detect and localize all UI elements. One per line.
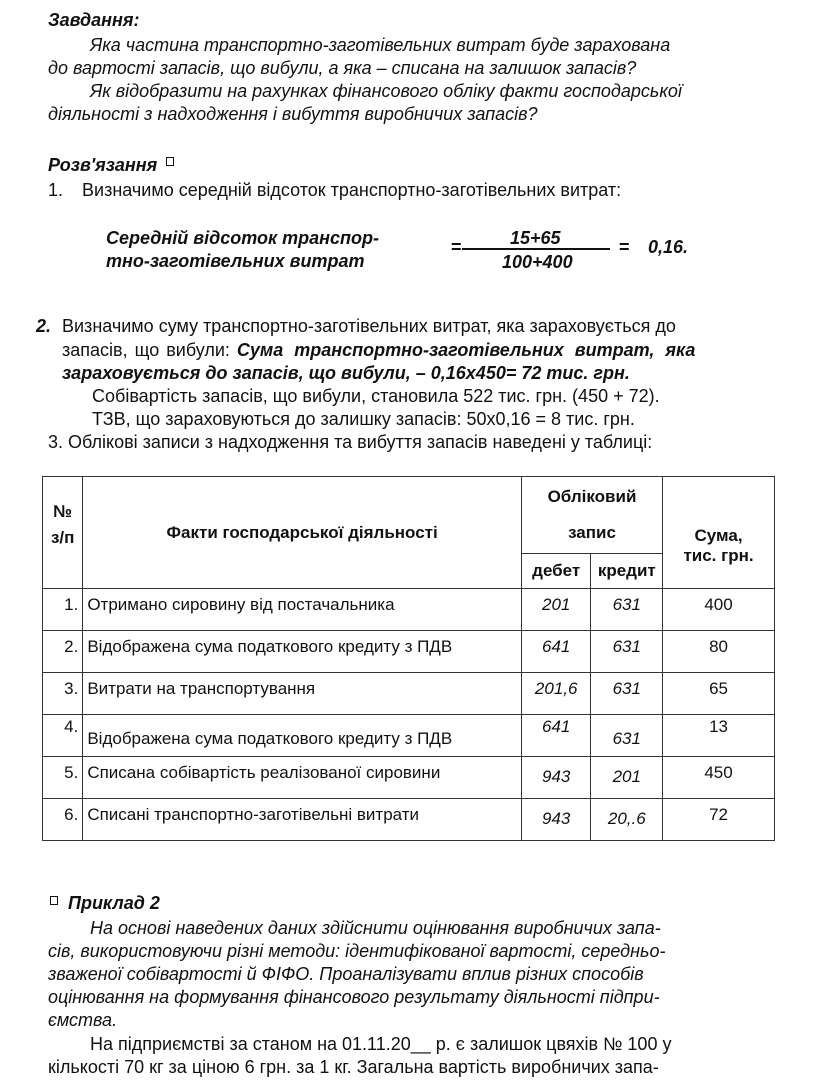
row-debit: 641 <box>542 637 571 656</box>
step-2-number: 2. <box>36 316 52 336</box>
row-number: 6. <box>64 805 79 824</box>
header-number <box>43 477 83 589</box>
row-sum: 80 <box>709 637 728 656</box>
fraction-line <box>462 248 610 250</box>
table-header-row-1 <box>43 477 775 554</box>
example-2-task-line-3: зваженої собівартості й ФІФО. Проаналізувати вплив різних способів <box>48 964 644 984</box>
table-row <box>43 715 775 757</box>
row-fact: Списана собівартість реалізованої сировини <box>87 763 441 782</box>
table-row <box>43 757 775 799</box>
square-bullet-icon <box>166 157 174 166</box>
row-credit: 631 <box>612 729 641 748</box>
formula-label-line-2: тно-заготівельних витрат <box>106 251 365 271</box>
example-2-heading-text: Приклад 2 <box>68 893 160 913</box>
row-sum: 65 <box>709 679 728 698</box>
row-debit: 943 <box>542 809 571 828</box>
formula-equals-1: = <box>451 237 462 257</box>
example-2-task-line-4: оцінювання на формування фінансового результату діяльності підпри- <box>48 987 660 1007</box>
header-number-line-2: з/п <box>50 527 75 547</box>
row-credit: 201 <box>612 767 641 786</box>
row-credit: 20,.6 <box>607 809 646 828</box>
example-2-task-line-2: сів, використовуючи різні методи: ідентифікованої вартості, середньо- <box>48 941 666 961</box>
example-2-data-line-1: На підприємстві за станом на 01.11.20__ р. є залишок цвяхів № 100 у <box>90 1034 672 1054</box>
header-debit: дебет <box>521 554 591 589</box>
row-debit: 943 <box>542 767 571 786</box>
formula-result: 0,16. <box>648 237 689 257</box>
table-row <box>43 631 775 673</box>
row-fact: Списані транспортно-заготівельні витрати <box>87 805 420 824</box>
header-sum <box>663 477 775 589</box>
table-row <box>43 799 775 841</box>
header-sum-line-2: тис. грн. <box>683 545 754 565</box>
header-entry-line-1: Обліковий <box>547 487 637 506</box>
step-2-line-3: зараховується до запасів, що вибули, – 0,16х450= 72 тис. грн. <box>62 363 630 383</box>
step-2-line-2-plain: запасів, що вибули: <box>62 340 237 360</box>
solution-heading-text: Розв'язання <box>48 155 158 175</box>
example-2-data-line-2: кількості 70 кг за ціною 6 грн. за 1 кг. Загальна вартість виробничих запа- <box>48 1057 659 1077</box>
row-number: 1. <box>64 595 79 614</box>
row-sum: 450 <box>704 763 733 782</box>
header-credit: кредит <box>591 554 663 589</box>
header-fact: Факти господарської діяльності <box>83 477 522 589</box>
row-fact: Відображена сума податкового кредиту з ПДВ <box>87 637 453 656</box>
step-3: 3. Облікові записи з надходження та вибуття запасів наведені у таблиці: <box>48 432 653 452</box>
square-bullet-icon <box>50 896 58 905</box>
row-debit: 201 <box>542 595 571 614</box>
table-row <box>43 673 775 715</box>
row-number: 5. <box>64 763 79 782</box>
row-sum: 72 <box>709 805 728 824</box>
row-credit: 631 <box>612 679 641 698</box>
row-sum: 13 <box>709 717 728 736</box>
header-sum-line-1: Сума, <box>694 525 743 545</box>
accounting-entries-table <box>42 476 775 841</box>
step-1-number: 1. <box>48 180 64 200</box>
step-1 <box>48 180 621 201</box>
header-entry <box>521 477 662 554</box>
step-2-line-1: Визначимо суму транспортно-заготівельних витрат, яка зараховується до <box>62 316 676 336</box>
row-debit: 641 <box>542 717 571 736</box>
step-2-line-2 <box>62 340 695 361</box>
task-paragraph-1-line-2: до вартості запасів, що вибули, а яка – списана на залишок запасів? <box>48 58 637 78</box>
row-number: 2. <box>64 637 79 656</box>
example-2-heading <box>50 893 160 914</box>
example-2-task-line-5: ємства. <box>48 1010 118 1030</box>
table-row <box>43 589 775 631</box>
row-credit: 631 <box>612 595 641 614</box>
formula-denominator: 100+400 <box>502 252 573 272</box>
formula-numerator: 15+65 <box>510 228 561 248</box>
header-entry-line-2: запис <box>568 523 616 542</box>
row-fact: Отримано сировину від постачальника <box>87 595 395 614</box>
step-1-text: Визначимо середній відсоток транспортно-заготівельних витрат: <box>82 180 622 200</box>
header-number-line-1: № <box>53 501 73 521</box>
row-sum: 400 <box>704 595 733 614</box>
solution-heading <box>48 155 174 176</box>
row-number: 4. <box>64 717 79 736</box>
formula-label-line-1: Середній відсоток транспор- <box>106 228 379 248</box>
row-debit: 201,6 <box>534 679 578 698</box>
task-paragraph-1-line-1: Яка частина транспортно-заготівельних витрат буде зарахована <box>90 35 671 55</box>
row-fact: Витрати на транспортування <box>87 679 316 698</box>
row-number: 3. <box>64 679 79 698</box>
task-paragraph-2-line-1: Як відобразити на рахунках фінансового обліку факти господарської <box>90 81 682 101</box>
cost-line: Собівартість запасів, що вибули, становила 522 тис. грн. (450 + 72). <box>92 386 660 406</box>
example-2-task-line-1: На основі наведених даних здійснити оцінювання виробничих запа- <box>90 918 661 938</box>
step-2-line-2-bold: Сума транспортно-заготівельних витрат, яка <box>236 340 696 360</box>
task-heading: Завдання: <box>48 10 140 30</box>
task-paragraph-2-line-2: діяльності з надходження і вибуття виробничих запасів? <box>48 104 538 124</box>
row-credit: 631 <box>612 637 641 656</box>
row-fact: Відображена сума податкового кредиту з ПДВ <box>87 729 453 748</box>
tzv-line: ТЗВ, що зараховуються до залишку запасів: 50х0,16 = 8 тис. грн. <box>92 409 635 429</box>
formula-equals-2: = <box>619 237 630 257</box>
